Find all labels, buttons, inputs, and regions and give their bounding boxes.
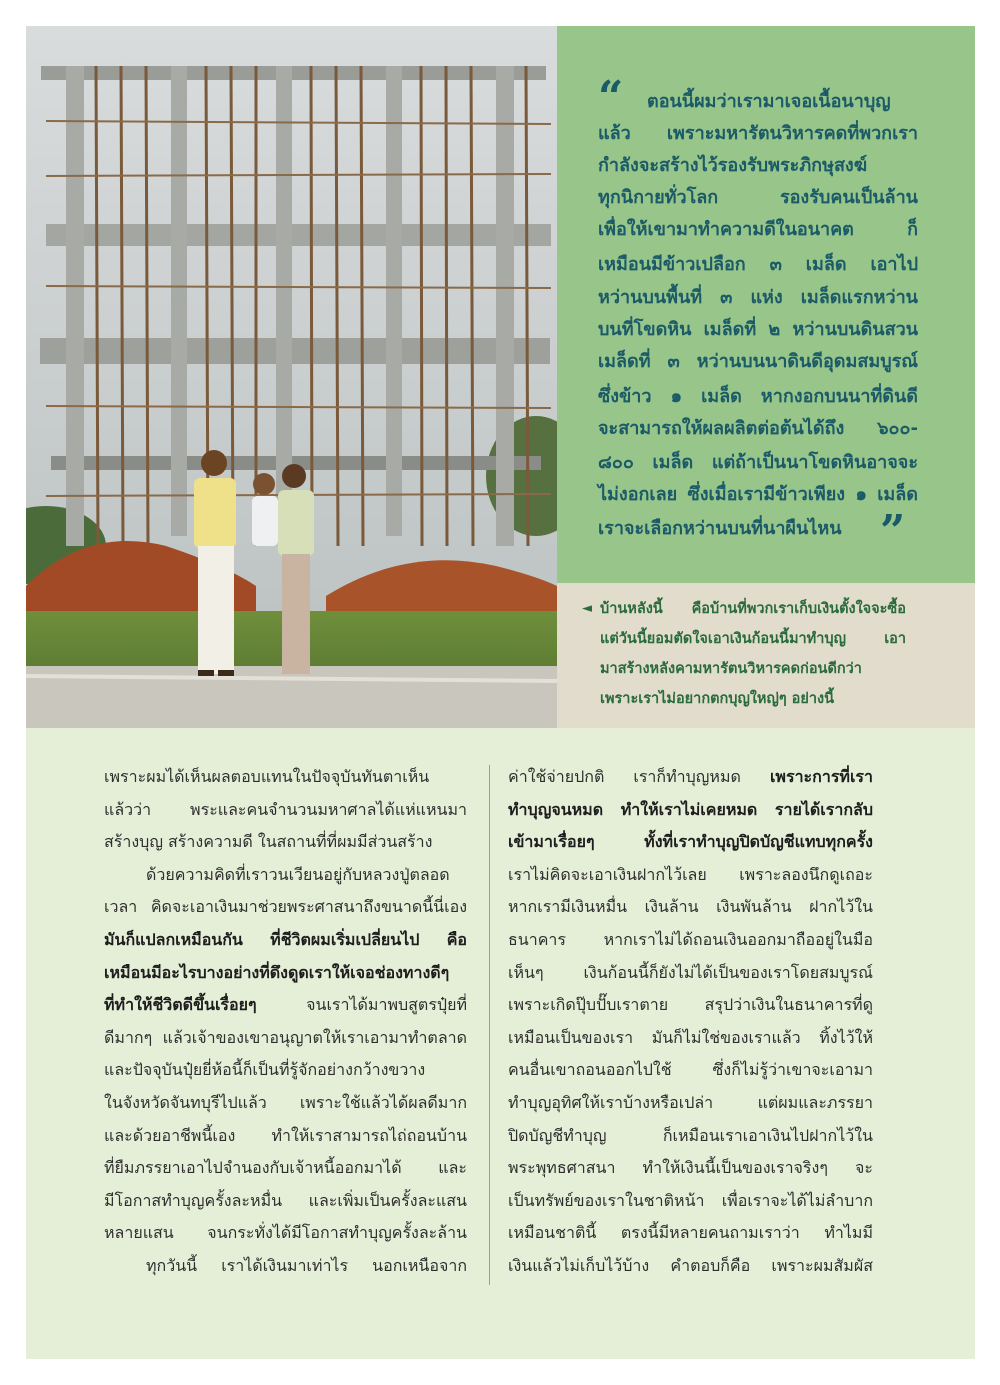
construction-family-photo	[26, 26, 557, 728]
quote-line: เพื่อให้เขามาทำความดีในอนาคต ก็	[598, 219, 918, 240]
quote-line: ทุกนิกายทั่วโลก รองรับคนเป็นล้าน	[598, 187, 918, 208]
body-text-line	[508, 1058, 873, 1082]
body-text: ทุกวันนี้ เราได้เงินมาเท่าไร นอกเหนือจาก	[146, 1256, 467, 1275]
body-text-line	[104, 1058, 467, 1082]
body-text-line	[508, 993, 873, 1017]
caption-line: มาสร้างหลังคามหารัตนวิหารคดก่อนดีกว่า	[600, 661, 862, 677]
emphasis-text: ที่ทำให้ชีวิตดีขึ้นเรื่อยๆ	[104, 995, 257, 1014]
quote-line: เราจะเลือกหว่านบนที่นาผืนไหน	[598, 518, 842, 539]
body-text: ปิดบัญชีทำบุญ ก็เหมือนเราเอาเงินไปฝากไว้ใน	[508, 1126, 873, 1145]
body-text: เพราะผมได้เห็นผลตอบแทนในปัจจุบันทันตาเห็น	[104, 767, 430, 786]
quote-line: หว่านบนพื้นที่ ๓ แห่ง เมล็ดแรกหว่าน	[598, 287, 918, 308]
body-text: ทำบุญอุทิศให้เราบ้างหรือเปล่า แต่ผมและภรรยา	[508, 1093, 873, 1112]
quote-line: จะสามารถให้ผลผลิตต่อต้นได้ถึง ๖๐๐-	[598, 418, 918, 439]
body-text-line	[508, 961, 873, 985]
man-figure	[194, 450, 236, 676]
quote-line: ตอนนี้ผมว่าเรามาเจอเนื้อนาบุญ	[647, 91, 891, 112]
body-text-line	[508, 798, 873, 822]
body-text-line	[104, 798, 467, 822]
body-text-line	[508, 830, 873, 854]
body-text-line	[104, 1221, 467, 1245]
body-text-line	[104, 961, 467, 985]
body-text-line	[104, 895, 467, 919]
body-text-line	[104, 830, 467, 854]
body-text-line	[508, 1156, 873, 1180]
body-text-line	[104, 928, 467, 952]
body-text: ที่ยืมภรรยาเอาไปจำนองกับเจ้าหนี้ออกมาได้ และ	[104, 1158, 467, 1177]
body-text: เงินแล้วไม่เก็บไว้บ้าง คำตอบก็คือ เพราะผมสัมผัส	[508, 1256, 873, 1275]
body-text: เห็นๆ เงินก้อนนี้ก็ยังไม่ได้เป็นของเราโดยสมบูรณ์	[508, 963, 873, 982]
column-divider	[489, 765, 490, 1285]
emphasis-text: มันก็แปลกเหมือนกัน ที่ชีวิตผมเริ่มเปลี่ยนไป คือ	[104, 930, 467, 949]
body-text: เหมือนเป็นของเรา มันก็ไม่ใช่ของเราแล้ว ทิ้งไว้ให้	[508, 1028, 873, 1047]
body-text-line	[508, 1026, 873, 1050]
body-text-line	[508, 1189, 873, 1213]
body-text-line	[104, 1189, 467, 1213]
body-text-line	[508, 1124, 873, 1148]
body-text-line	[104, 993, 467, 1017]
body-text: เพราะเกิดปุ๊บปั๊บเราตาย สรุปว่าเงินในธนาคารที่ดู	[508, 995, 873, 1014]
body-text: แล้วว่า พระและคนจำนวนมหาศาลได้แห่แหนมา	[104, 800, 467, 819]
emphasis-text: ทำบุญจนหมด ทำให้เราไม่เคยหมด รายได้เรากลับ	[508, 800, 873, 819]
body-text-line	[104, 765, 467, 789]
body-text-line	[508, 895, 873, 919]
body-text: จนเราได้มาพบสูตรปุ๋ยที่	[256, 995, 467, 1014]
quote-line: แล้ว เพราะมหารัตนวิหารคดที่พวกเรา	[598, 123, 918, 144]
body-text-line	[508, 1091, 873, 1115]
body-text: และปัจจุบันปุ๋ยยี่ห้อนี้ก็เป็นที่รู้จักอย่างกว้างขวาง	[104, 1060, 426, 1079]
body-text: หากเรามีเงินหมื่น เงินล้าน เงินพันล้าน ฝากไว้ใน	[508, 897, 873, 916]
body-text: เวลา คิดจะเอาเงินมาช่วยพระศาสนาถึงขนาดนี้นี่เอง	[104, 897, 467, 916]
body-text-line	[104, 1026, 467, 1050]
quote-line: กำลังจะสร้างไว้รองรับพระภิกษุสงฆ์	[598, 155, 868, 176]
body-text: สร้างบุญ สร้างความดี ในสถานที่ที่ผมมีส่วนสร้าง	[104, 832, 433, 851]
body-text: หลายแสน จนกระทั่งได้มีโอกาสทำบุญครั้งละล้าน	[104, 1223, 467, 1242]
quote-line: เมล็ดที่ ๓ หว่านบนนาดินดีอุดมสมบูรณ์	[598, 351, 918, 372]
body-text: และด้วยอาชีพนี้เอง ทำให้เราสามารถไถ่ถอนบ้าน	[104, 1126, 467, 1145]
body-text: ในจังหวัดจันทบุรีไปแล้ว เพราะใช้แล้วได้ผลดีมาก	[104, 1093, 467, 1112]
body-text-line	[508, 863, 873, 887]
emphasis-text: เข้ามาเรื่อยๆ ทั้งที่เราทำบุญปิดบัญชีแทบทุกครั้ง	[508, 832, 873, 851]
left-arrow-icon: ◄	[582, 601, 592, 616]
caption-line: บ้านหลังนี้ คือบ้านที่พวกเราเก็บเงินตั้งใจจะซื้อ	[600, 601, 906, 617]
body-text-line	[508, 928, 873, 952]
close-quote-mark: ”	[880, 506, 906, 557]
body-text-line	[104, 1254, 467, 1278]
quote-line: ๘๐๐ เมล็ด แต่ถ้าเป็นนาโขดหินอาจจะ	[598, 452, 918, 473]
woman-figure	[278, 464, 314, 674]
body-text-line	[104, 863, 467, 887]
open-quote-mark: “	[598, 72, 624, 123]
emphasis-text: เหมือนมีอะไรบางอย่างที่ดึงดูดเราให้เจอช่องทางดีๆ	[104, 963, 450, 982]
body-text: เหมือนชาตินี้ ตรงนี้มีหลายคนถามเราว่า ทำไมมี	[508, 1223, 873, 1242]
body-text: ค่าใช้จ่ายปกติ เราก็ทำบุญหมด	[508, 767, 770, 786]
quote-line: ไม่งอกเลย ซึ่งเมื่อเรามีข้าวเพียง ๑ เมล็ด	[598, 484, 918, 505]
body-text-line	[104, 1124, 467, 1148]
body-text: เป็นทรัพย์ของเราในชาติหน้า เพื่อเราจะได้ไม่ลำบาก	[508, 1191, 873, 1210]
child-figure	[252, 473, 278, 546]
body-text-line	[508, 1254, 873, 1278]
body-text: พระพุทธศาสนา ทำให้เงินนี้เป็นของเราจริงๆ จะ	[508, 1158, 873, 1177]
body-text: มีโอกาสทำบุญครั้งละหมื่น และเพิ่มเป็นครั้งละแสน	[104, 1191, 467, 1210]
body-text: ธนาคาร หากเราไม่ได้ถอนเงินออกมาถืออยู่ในมือ	[508, 930, 873, 949]
quote-line: บนที่โขดหิน เมล็ดที่ ๒ หว่านบนดินสวน	[598, 319, 918, 340]
caption-line: เพราะเราไม่อยากตกบุญใหญ่ๆ อย่างนี้	[600, 691, 835, 707]
body-text-line	[104, 1091, 467, 1115]
body-text: เราไม่คิดจะเอาเงินฝากไว้เลย เพราะลองนึกดูเถอะ	[508, 865, 873, 884]
body-text-line	[508, 765, 873, 789]
quote-line: เหมือนมีข้าวเปลือก ๓ เมล็ด เอาไป	[598, 254, 918, 275]
body-text: ด้วยความคิดที่เราวนเวียนอยู่กับหลวงปู่ตลอด	[146, 865, 450, 884]
body-text: ดีมากๆ แล้วเจ้าของเขาอนุญาตให้เราเอามาทำตลาด	[104, 1028, 467, 1047]
body-text-line	[104, 1156, 467, 1180]
caption-line: แต่วันนี้ยอมตัดใจเอาเงินก้อนนี้มาทำบุญ เอา	[600, 631, 906, 647]
body-text-line	[508, 1221, 873, 1245]
body-text: คนอื่นเขาถอนออกไปใช้ ซึ่งก็ไม่รู้ว่าเขาจะเอามา	[508, 1060, 873, 1079]
quote-line: ซึ่งข้าว ๑ เมล็ด หากงอกบนนาที่ดินดี	[598, 386, 918, 407]
emphasis-text: เพราะการที่เรา	[769, 767, 873, 786]
